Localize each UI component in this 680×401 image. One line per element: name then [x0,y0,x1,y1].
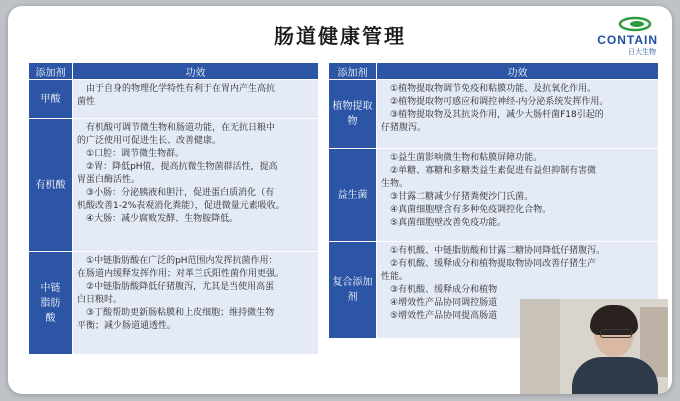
slide-title: 肠道健康管理 [274,24,406,48]
presenter-video[interactable] [520,299,668,394]
effect-line: 仔猪腹泻。 [381,123,427,133]
header-additive: 添加剂 [329,63,377,80]
category-formic-acid: 甲酸 [29,80,73,119]
effect-cell [73,80,319,119]
table-row [329,80,659,149]
category-mcfa-label: 中链脂肪酸 [40,282,61,324]
table-header-row [329,63,659,80]
logo-subtitle: 日大生物 [628,48,656,56]
effect-line: ③有机酸、缓释成分和植物 [390,285,498,295]
effect-line: 白日粮时。 [77,295,123,305]
effect-cell [377,149,659,242]
effect-line: 有机酸可调节微生物和肠道功能，在无抗日粮中 [86,123,276,133]
category-compound-additive-label: 复合添加剂 [332,277,373,303]
category-plant-extract-label: 植物提取物 [332,101,373,127]
effect-line: ④真菌细胞壁含有多种免疫调控化合物。 [390,205,552,215]
category-mcfa [29,252,73,355]
header-effect: 功效 [377,63,659,80]
table-row [29,119,319,252]
effect-line: ⑤增效性产品协同提高肠道 [390,311,498,321]
left-additive-table [28,62,319,355]
category-compound-additive [329,242,377,339]
effect-line: ①有机酸、中链脂肪酸和甘露二糖协同降低仔猪腹泻。 [390,246,606,256]
table-header-row [29,63,319,80]
effect-line: ②植物提取物可感应和调控神经-内分泌系统发挥作用。 [390,97,609,107]
table-row [29,252,319,355]
table-row [329,149,659,242]
effect-line: 的广泛使用可促进生长、改善健康。 [77,136,222,146]
effect-line: 生物。 [381,179,409,189]
effect-line: 菌性 [77,97,96,107]
effect-line: ②单糖、寡糖和多糖类益生素促进有益但抑制有害微 [390,166,597,176]
right-additive-table [328,62,659,339]
company-logo [588,16,658,56]
effect-line: ③植物提取物及其抗炎作用，减少大肠杆菌F18引起的 [390,110,604,120]
effect-line: ④大肠：减少腐败发酵、生物胺降低。 [86,214,239,224]
effect-line: ③甘露二糖减少仔猪粪便沙门氏菌。 [390,192,534,202]
category-organic-acid: 有机酸 [29,119,73,252]
presentation-slide [8,6,672,394]
presenter-glasses [600,329,632,338]
effect-line: ②胃：降低pH值，提高抗微生物菌群活性，提高 [86,162,278,172]
effect-line: ①植物提取物调节免疫和粘膜功能、及抗氧化作用。 [390,84,597,94]
effect-line: 机酸改善1-2%表观消化粪能），促进微量元素吸收。 [77,201,285,211]
effect-cell [377,80,659,149]
effect-line: ②有机酸、缓释成分和植物提取物协同改善仔猪生产 [390,259,597,269]
table-row [29,80,319,119]
effect-line: 性能。 [381,272,409,282]
category-probiotics: 益生菌 [329,149,377,242]
effect-line: 由于自身的物理化学特性有利于在胃内产生高抗 [86,84,276,94]
effect-line: ④增效性产品协同调控肠道 [390,298,498,308]
effect-line: 在肠道内缓释发挥作用；对革兰氏阳性菌作用更强。 [77,269,285,279]
video-background [520,299,560,394]
category-plant-extract [329,80,377,149]
effect-line: ①中链脂肪酸在广泛的pH范围内发挥抗菌作用： [86,256,278,266]
presenter-body [572,357,658,394]
header-effect: 功效 [73,63,319,80]
effect-line: 胃蛋白酶活性。 [77,175,141,185]
header-additive: 添加剂 [29,63,73,80]
effect-line: ②中链脂肪酸降低仔猪腹泻，尤其是当使用高蛋 [86,282,275,292]
effect-cell [73,119,319,252]
effect-line: ①益生菌影响微生物和粘膜屏障功能。 [390,153,543,163]
effect-line: ③丁酸帮助更新肠粘膜和上皮细胞；维持微生物 [86,308,275,318]
logo-name: CONTAIN [597,33,658,47]
effect-line: ①口腔：调节微生物群。 [86,149,185,159]
leaf-logo-icon [618,16,652,32]
effect-line: 平衡；减少肠道通透性。 [77,321,177,331]
effect-line: ⑤真菌细胞壁改善免疫功能。 [390,218,507,228]
effect-line: ③小肠：分泌胰液和胆汁，促进蛋白质消化（有 [86,188,275,198]
effect-cell [73,252,319,355]
